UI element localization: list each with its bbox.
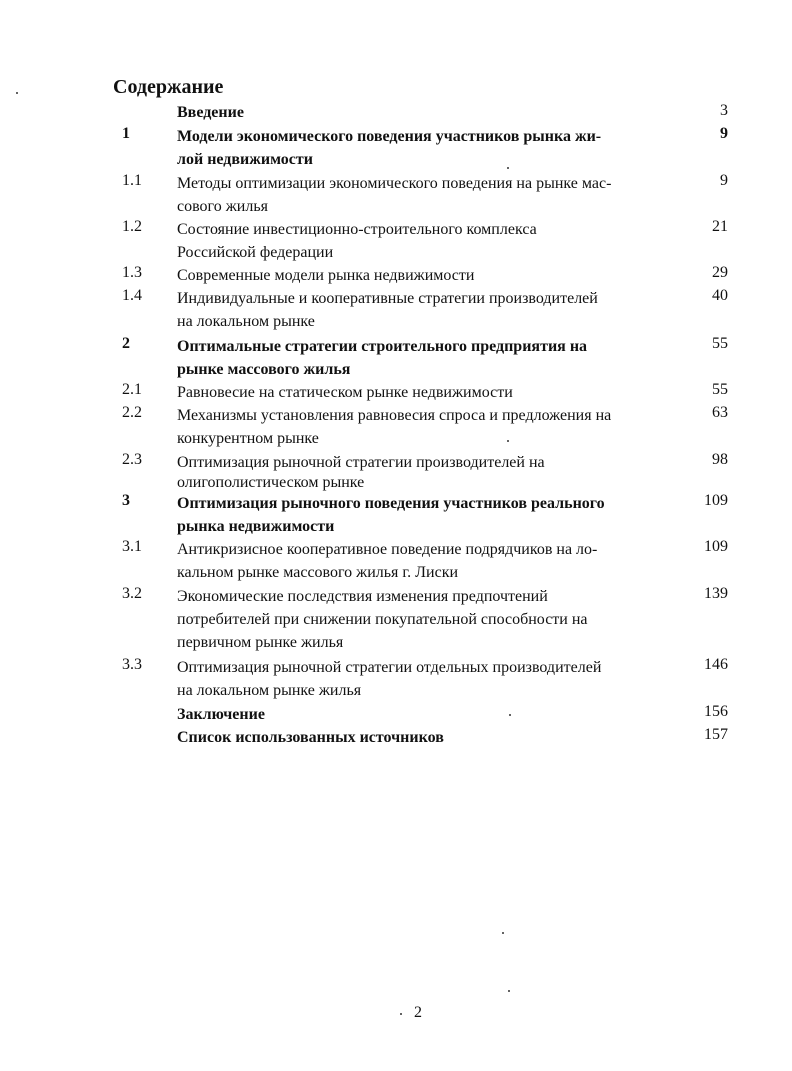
- toc-entry-title-line: Методы оптимизации экономического поведения на рынке мас-: [177, 175, 612, 192]
- toc-entry-number: 2.2: [122, 404, 142, 421]
- toc-entry-title-line: Заключение: [177, 706, 265, 723]
- toc-entry-number: 2: [122, 335, 130, 352]
- toc-entry-title-line: на локальном рынке: [177, 313, 315, 330]
- toc-entry-title-line: лой недвижимости: [177, 151, 313, 168]
- toc-entry-page: 40: [712, 287, 728, 304]
- toc-entry-title-line: рынке массового жилья: [177, 361, 351, 378]
- toc-entry-title-line: Список использованных источников: [177, 729, 444, 746]
- toc-entry-title-line: сового жилья: [177, 198, 268, 215]
- toc-entry-page: 21: [712, 218, 728, 235]
- toc-entry-number: 1.3: [122, 264, 142, 281]
- toc-entry-title-line: Экономические последствия изменения предпочтений: [177, 588, 548, 605]
- toc-entry-page: 3: [720, 102, 728, 119]
- toc-entry-title-line: Механизмы установления равновесия спроса и предложения на: [177, 407, 612, 424]
- toc-entry-page: 9: [720, 125, 728, 142]
- toc-entry-page: 156: [704, 703, 728, 720]
- toc-entry-number: 1.2: [122, 218, 142, 235]
- toc-entry-title-line: Оптимизация рыночной стратегии производителей на: [177, 454, 545, 471]
- toc-entry-title-line: рынка недвижимости: [177, 518, 335, 535]
- toc-entry-title: Введение: [177, 104, 244, 121]
- toc-entry-page: 139: [704, 585, 728, 602]
- scan-speck: [507, 167, 509, 169]
- toc-entry-page: 146: [704, 656, 728, 673]
- page-title: Содержание: [113, 76, 224, 98]
- toc-entry-number: 3.2: [122, 585, 142, 602]
- toc-entry-number: 2.3: [122, 451, 142, 468]
- toc-entry-number: 1: [122, 125, 130, 142]
- toc-entry-page: 98: [712, 451, 728, 468]
- toc-entry-title-line: Индивидуальные и кооперативные стратегии производителей: [177, 290, 598, 307]
- toc-entry-title-line: первичном рынке жилья: [177, 634, 344, 651]
- toc-entry-number: 3: [122, 492, 130, 509]
- scan-speck: [16, 92, 18, 94]
- toc-entry-page: 55: [712, 381, 728, 398]
- toc-entry-title-line: Модели экономического поведения участников рынка жи-: [177, 128, 602, 145]
- toc-entry-title-line: Оптимальные стратегии строительного предприятия на: [177, 338, 588, 355]
- toc-entry-number: 3.1: [122, 538, 142, 555]
- toc-entry-title-line: Современные модели рынка недвижимости: [177, 267, 475, 284]
- toc-entry-number: 2.1: [122, 381, 142, 398]
- scan-speck: [509, 714, 511, 716]
- toc-entry-title-line: Оптимизация рыночного поведения участников реального: [177, 495, 605, 512]
- toc-entry-title-line: потребителей при снижении покупательной способности на: [177, 611, 588, 628]
- page-number: 2: [414, 1004, 422, 1021]
- toc-entry-title-line: кальном рынке массового жилья г. Лиски: [177, 564, 459, 581]
- toc-entry-title-line: Антикризисное кооперативное поведение подрядчиков на ло-: [177, 541, 598, 558]
- scan-speck: [507, 440, 509, 442]
- toc-entry-page: 9: [720, 172, 728, 189]
- toc-entry-page: 63: [712, 404, 728, 421]
- toc-entry-number: 3.3: [122, 656, 142, 673]
- toc-entry-title-line: Оптимизация рыночной стратегии отдельных производителей: [177, 659, 602, 676]
- scan-speck: [400, 1013, 402, 1015]
- toc-entry-page: 55: [712, 335, 728, 352]
- toc-entry-title-line: олигополистическом рынке: [177, 474, 365, 491]
- toc-entry-page: 29: [712, 264, 728, 281]
- toc-entry-title-line: Состояние инвестиционно-строительного комплекса: [177, 221, 537, 238]
- toc-entry-number: 1.4: [122, 287, 142, 304]
- toc-entry-page: 157: [704, 726, 728, 743]
- toc-entry-title-line: конкурентном рынке: [177, 430, 319, 447]
- scan-speck: [502, 932, 504, 934]
- toc-entry-number: 1.1: [122, 172, 142, 189]
- toc-entry-page: 109: [704, 538, 728, 555]
- toc-entry-title-line: Равновесие на статическом рынке недвижимости: [177, 384, 513, 401]
- scan-speck: [508, 990, 510, 992]
- toc-entry-page: 109: [704, 492, 728, 509]
- toc-entry-title-line: на локальном рынке жилья: [177, 682, 362, 699]
- toc-entry-title-line: Российской федерации: [177, 244, 334, 261]
